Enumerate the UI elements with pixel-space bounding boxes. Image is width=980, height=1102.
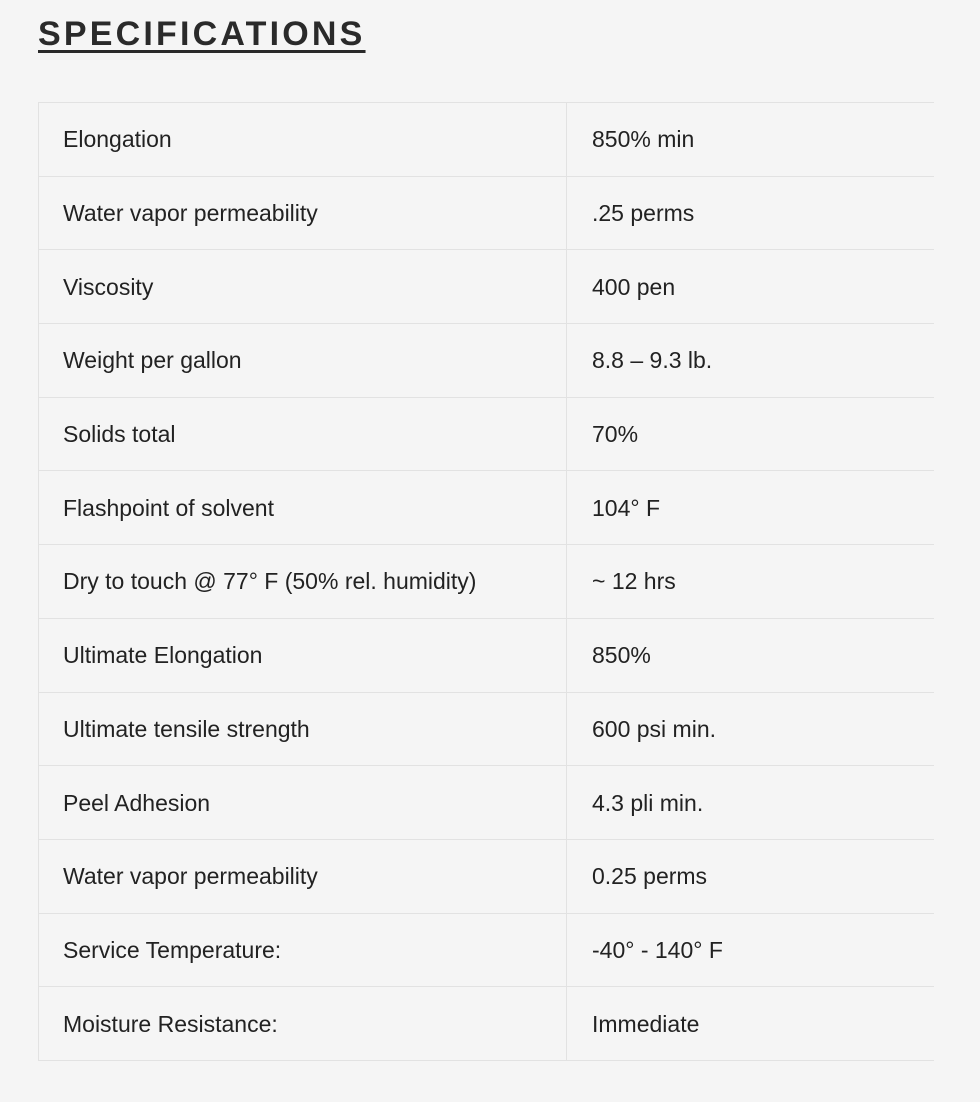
specifications-table-body [39, 103, 935, 1061]
table-row [39, 324, 935, 398]
spec-property: Ultimate Elongation [39, 618, 567, 692]
table-row [39, 987, 935, 1061]
spec-value: 0.25 perms [567, 839, 935, 913]
spec-value: 400 pen [567, 250, 935, 324]
spec-value: 70% [567, 397, 935, 471]
spec-property: Peel Adhesion [39, 766, 567, 840]
table-row [39, 839, 935, 913]
spec-value: 600 psi min. [567, 692, 935, 766]
table-row [39, 618, 935, 692]
spec-property: Elongation [39, 103, 567, 177]
table-row [39, 176, 935, 250]
table-row [39, 766, 935, 840]
spec-property: Water vapor permeability [39, 839, 567, 913]
table-row [39, 692, 935, 766]
spec-property: Solids total [39, 397, 567, 471]
spec-property: Ultimate tensile strength [39, 692, 567, 766]
table-row [39, 103, 935, 177]
spec-property: Moisture Resistance: [39, 987, 567, 1061]
spec-property: Weight per gallon [39, 324, 567, 398]
spec-value: -40° - 140° F [567, 913, 935, 987]
spec-value: .25 perms [567, 176, 935, 250]
spec-value: ~ 12 hrs [567, 545, 935, 619]
table-row [39, 250, 935, 324]
spec-value: 104° F [567, 471, 935, 545]
spec-property: Service Temperature: [39, 913, 567, 987]
table-row [39, 397, 935, 471]
spec-value: 4.3 pli min. [567, 766, 935, 840]
spec-property: Viscosity [39, 250, 567, 324]
spec-value: 8.8 – 9.3 lb. [567, 324, 935, 398]
table-row [39, 545, 935, 619]
table-row [39, 471, 935, 545]
specifications-table [38, 102, 934, 1061]
spec-value: 850% [567, 618, 935, 692]
specifications-heading: SPECIFICATIONS [38, 15, 366, 53]
spec-value: 850% min [567, 103, 935, 177]
spec-value: Immediate [567, 987, 935, 1061]
table-row [39, 913, 935, 987]
spec-property: Water vapor permeability [39, 176, 567, 250]
spec-property: Dry to touch @ 77° F (50% rel. humidity) [39, 545, 567, 619]
spec-property: Flashpoint of solvent [39, 471, 567, 545]
